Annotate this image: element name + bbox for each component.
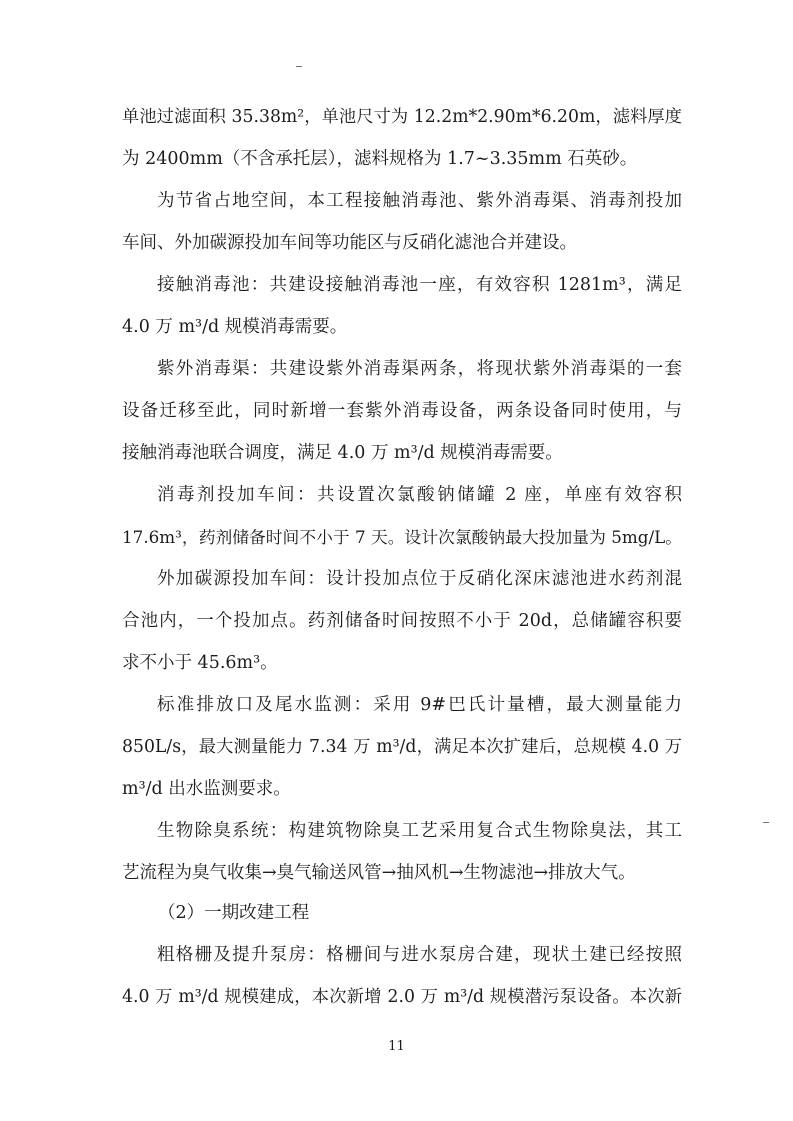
scan-speck — [296, 66, 302, 67]
text-line: 850L/s，最大测量能力 7.34 万 m³/d，满足本次扩建后，总规模 4.0 万 — [122, 737, 682, 757]
text-line: 消毒剂投加车间：共设置次氯酸钠储罐 2 座，单座有效容积 — [157, 485, 682, 505]
text-line: 标准排放口及尾水监测：采用 9#巴氏计量槽，最大测量能力 — [157, 695, 682, 715]
text-line: 粗格栅及提升泵房：格栅间与进水泵房合建，现状土建已经按照 — [157, 945, 682, 965]
section-heading: （2）一期改建工程 — [158, 903, 310, 923]
text-line: 单池过滤面积 35.38m²，单池尺寸为 12.2m*2.90m*6.20m，滤料厚度 — [122, 107, 682, 127]
text-line: 求不小于 45.6m³。 — [122, 653, 278, 673]
text-line: 车间、外加碳源投加车间等功能区与反硝化滤池合并建设。 — [122, 233, 577, 253]
text-line: 4.0 万 m³/d 规模建成，本次新增 2.0 万 m³/d 规模潜污泵设备。本次新 — [122, 987, 682, 1007]
text-line: 紫外消毒渠：共建设紫外消毒渠两条，将现状紫外消毒渠的一套 — [157, 359, 682, 379]
text-line: 17.6m³，药剂储备时间不小于 7 天。设计次氯酸钠最大投加量为 5mg/L。 — [122, 527, 682, 547]
text-line: m³/d 出水监测要求。 — [122, 779, 291, 799]
text-line: 外加碳源投加车间：设计投加点位于反硝化深床滤池进水药剂混 — [157, 569, 682, 589]
text-line: 4.0 万 m³/d 规模消毒需要。 — [122, 317, 348, 337]
text-line: 生物除臭系统：构建筑物除臭工艺采用复合式生物除臭法，其工 — [157, 821, 682, 841]
text-line: 接触消毒池联合调度，满足 4.0 万 m³/d 规模消毒需要。 — [122, 443, 563, 463]
page-number: 11 — [388, 1039, 405, 1054]
text-line: 为 2400mm（不含承托层），滤料规格为 1.7~3.35mm 石英砂。 — [122, 149, 638, 169]
text-line: 接触消毒池：共建设接触消毒池一座，有效容积 1281m³，满足 — [157, 275, 682, 295]
scan-speck — [763, 822, 769, 823]
text-line: 设备迁移至此，同时新增一套紫外消毒设备，两条设备同时使用，与 — [122, 401, 682, 421]
text-line: 合池内，一个投加点。药剂储备时间按照不小于 20d，总储罐容积要 — [122, 611, 682, 631]
text-line: 为节省占地空间，本工程接触消毒池、紫外消毒渠、消毒剂投加 — [157, 191, 682, 211]
text-line: 艺流程为臭气收集→臭气输送风管→抽风机→生物滤池→排放大气。 — [122, 863, 636, 883]
